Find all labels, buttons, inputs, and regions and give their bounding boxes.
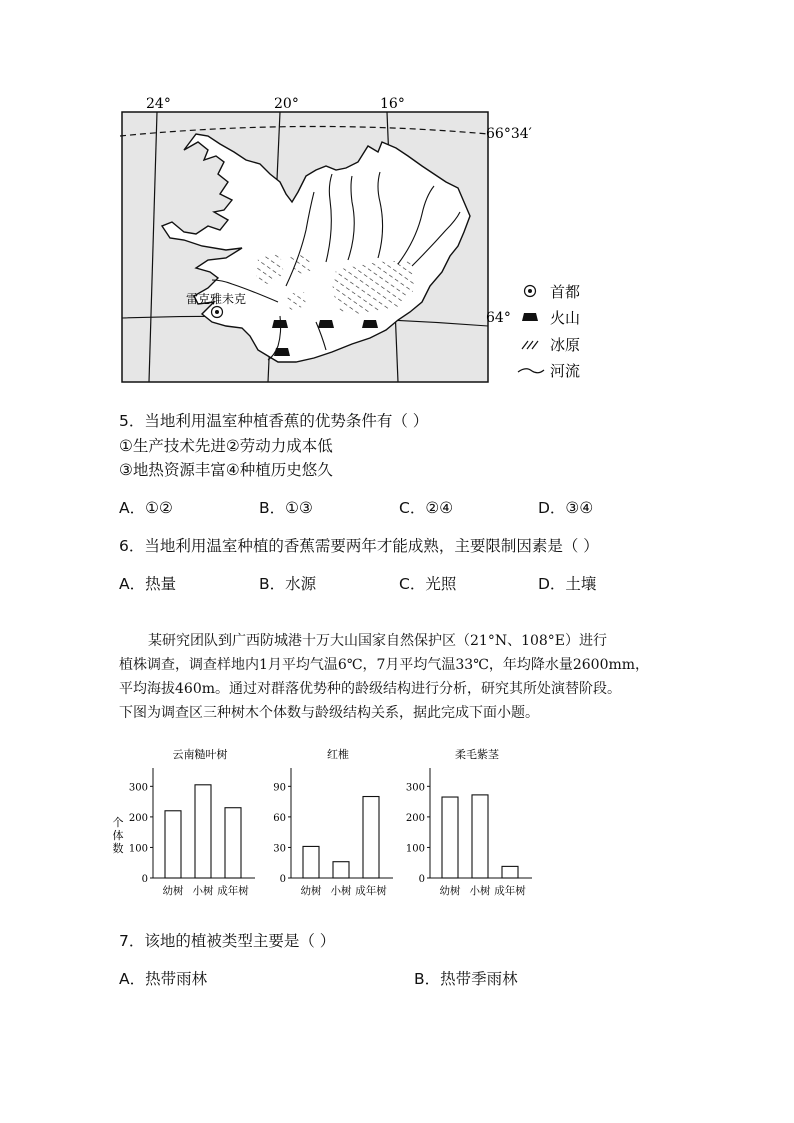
lat-label-64: 64° bbox=[486, 310, 511, 326]
chart-1-title: 云南糙叶树 bbox=[172, 748, 228, 761]
chart-2-tick-label-0: 0 bbox=[279, 874, 286, 885]
chart-3-tick-label-0: 0 bbox=[418, 874, 425, 885]
chart-1-category-1: 幼树 bbox=[162, 885, 184, 897]
chart-3-bar-3 bbox=[502, 866, 518, 878]
q6-option-d[interactable]: D．土壤 bbox=[538, 575, 597, 593]
map-legend bbox=[518, 283, 580, 380]
volcano-1 bbox=[272, 320, 288, 328]
chart-1-category-3: 成年树 bbox=[217, 885, 249, 897]
chart-3-tick-label-3: 300 bbox=[405, 782, 425, 794]
chart-3-bar-1 bbox=[442, 797, 458, 878]
lon-label-20: 20° bbox=[274, 96, 299, 112]
tree-age-charts bbox=[110, 740, 560, 900]
chart-3-tick-label-1: 100 bbox=[405, 843, 425, 855]
chart-3-bar-2 bbox=[472, 795, 488, 878]
q5-option-c[interactable]: C．②④ bbox=[399, 499, 454, 517]
chart-3-category-3: 成年树 bbox=[494, 885, 526, 897]
chart-2-category-2: 小树 bbox=[330, 885, 352, 897]
chart-1-bar-1 bbox=[165, 811, 181, 878]
volcano-4 bbox=[274, 348, 290, 356]
glacier-icon bbox=[522, 341, 538, 349]
chart-1-ylabel-char-0: 个 bbox=[112, 816, 124, 829]
chart-2-bar-3 bbox=[363, 797, 379, 878]
lat-label-66: 66°34′ bbox=[486, 126, 532, 142]
legend-label-glacier: 冰原 bbox=[550, 336, 581, 354]
chart-3-title: 柔毛紫茎 bbox=[455, 748, 499, 761]
legend-label-volcano: 火山 bbox=[550, 309, 581, 327]
q6-option-a[interactable]: A．热量 bbox=[119, 575, 177, 593]
chart-1-bar-3 bbox=[225, 808, 241, 878]
chart-2-tick-label-2: 60 bbox=[273, 812, 286, 824]
volcano-3 bbox=[362, 320, 378, 328]
chart-2-tick-label-1: 30 bbox=[273, 843, 286, 855]
chart-3-category-1: 幼树 bbox=[439, 885, 461, 897]
lon-label-24: 24° bbox=[146, 96, 171, 112]
capital-label: 雷克雅未克 bbox=[186, 292, 247, 306]
chart-1-ylabel-char-1: 体 bbox=[112, 829, 124, 842]
chart-2-category-1: 幼树 bbox=[300, 885, 322, 897]
passage-line-4: 下图为调查区三种树木个体数与龄级结构关系，据此完成下面小题。 bbox=[119, 705, 539, 721]
iceland-map bbox=[100, 90, 620, 390]
passage-line-1: 某研究团队到广西防城港十万大山国家自然保护区（21°N、108°E）进行 bbox=[148, 633, 608, 649]
chart-1-tick-label-3: 300 bbox=[128, 782, 148, 794]
capital-marker bbox=[212, 307, 223, 318]
q7-option-b[interactable]: B．热带季雨林 bbox=[414, 970, 518, 988]
q5-option-a[interactable]: A．①② bbox=[119, 499, 173, 517]
chart-3-tick-label-2: 200 bbox=[405, 812, 425, 824]
volcano-2 bbox=[318, 320, 334, 328]
q7-option-a[interactable]: A．热带雨林 bbox=[119, 970, 208, 988]
passage-line-3: 平均海拔460m。通过对群落优势种的龄级结构进行分析，研究其所处演替阶段。 bbox=[119, 681, 621, 697]
chart-1-ylabel-char-2: 数 bbox=[112, 842, 124, 855]
q6-option-b[interactable]: B．水源 bbox=[259, 575, 317, 593]
chart-2-bar-2 bbox=[333, 862, 349, 878]
q6-stem: 6．当地利用温室种植的香蕉需要两年才能成熟，主要限制因素是（ ） bbox=[119, 537, 599, 555]
chart-2-category-3: 成年树 bbox=[355, 885, 387, 897]
volcano-icon bbox=[522, 313, 538, 321]
q5-option-d[interactable]: D．③④ bbox=[538, 499, 594, 517]
q5-option-b[interactable]: B．①③ bbox=[259, 499, 313, 517]
chart-1-tick-label-1: 100 bbox=[128, 843, 148, 855]
q5-line1: ①生产技术先进②劳动力成本低 bbox=[119, 437, 333, 455]
q7-stem: 7．该地的植被类型主要是（ ） bbox=[119, 932, 336, 950]
chart-3-category-2: 小树 bbox=[469, 885, 491, 897]
capital-icon bbox=[525, 286, 536, 297]
q6-option-c[interactable]: C．光照 bbox=[399, 575, 457, 593]
chart-2-tick-label-3: 90 bbox=[273, 782, 286, 794]
q5-line2: ③地热资源丰富④种植历史悠久 bbox=[119, 461, 333, 479]
chart-1-tick-label-0: 0 bbox=[141, 874, 148, 885]
lon-label-16: 16° bbox=[380, 96, 405, 112]
chart-2-bar-1 bbox=[303, 846, 319, 878]
chart-1-tick-label-2: 200 bbox=[128, 812, 148, 824]
legend-label-river: 河流 bbox=[550, 362, 581, 380]
chart-1-bar-2 bbox=[195, 785, 211, 878]
chart-2-title: 红椎 bbox=[327, 748, 349, 761]
q5-stem: 5．当地利用温室种植香蕉的优势条件有（ ） bbox=[119, 412, 429, 430]
chart-1-category-2: 小树 bbox=[192, 885, 214, 897]
river-icon bbox=[518, 369, 544, 373]
legend-label-capital: 首都 bbox=[550, 283, 581, 301]
passage-line-2: 植株调查，调查样地内1月平均气温6℃，7月平均气温33℃，年均降水量2600mm， bbox=[119, 657, 650, 673]
